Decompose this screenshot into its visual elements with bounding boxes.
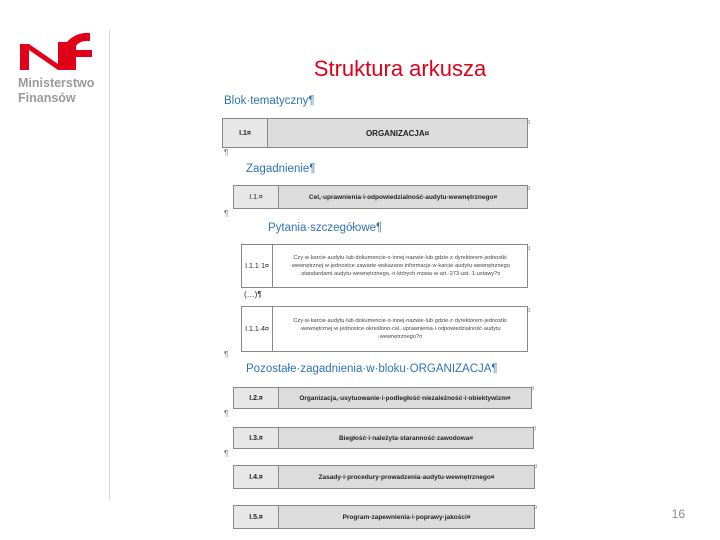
cell-mark: ¤ <box>527 308 531 314</box>
other-issue-code: I.5.¤ <box>234 506 279 528</box>
issue-row-code: I.1.¤ <box>234 186 279 208</box>
other-issue-label: Program·zapewnienia·i·poprawy·jakości¤ <box>342 513 471 521</box>
cell-mark: ¤ <box>534 464 538 470</box>
cell-mark: ¤ <box>527 120 531 126</box>
block-heading: Blok·tematyczny¶ <box>224 95 315 107</box>
pilcrow: ¶ <box>224 209 229 218</box>
issue-heading: Zagadnienie¶ <box>246 163 316 175</box>
other-issue-row <box>233 386 535 409</box>
cell-mark: ¤ <box>527 186 531 192</box>
question-row <box>241 306 531 352</box>
question-row-code: I.1.1·4¤ <box>242 307 273 351</box>
pilcrow: ¶ <box>224 449 229 458</box>
pilcrow: ¶ <box>224 148 229 157</box>
cell-mark: ¤ <box>533 426 537 432</box>
block-row-label: ORGANIZACJA¤ <box>365 128 430 138</box>
question-row-code: I.1.1·1¤ <box>242 245 273 287</box>
other-issue-code: I.3.¤ <box>234 428 279 448</box>
other-issue-row <box>233 464 538 489</box>
pilcrow: ¶ <box>224 350 229 359</box>
question-row-label: Czy·w·karcie·audytu·lub·dokumencie·o·innej·nazwie·lub·gdzie·z·dyrektorem·jednostki ·wewnętrznej·w·jednostce·określono·cel,·uprawnienia·i·odpowiedzialność·audytu ·wewnętrznego?¤ <box>293 318 507 340</box>
logo-line-2: Finansów <box>18 91 76 105</box>
pilcrow: ¶ <box>224 409 229 418</box>
issue-row-label: Cel,·uprawnienia·i·odpowiedzialność·audytu·wewnętrznego¤ <box>308 193 498 201</box>
question-row-label: Czy·w·karcie·audytu·lub·dokumencie·o·innej·nazwie·lub·gdzie·z·dyrektorem·jednostki ·wewnętrznej·w·jednostce·zawarte·wskazano·informacje·w·karcie·audytu·wewnętrznego ·standardami·audytu·wewnętrznego,·o·których·mowa·w·art.·273·ust.·1·ustawy?¤ <box>290 255 510 277</box>
other-issue-row <box>233 426 537 449</box>
block-row-code: I.1¤ <box>223 119 268 147</box>
other-issue-code: I.4.¤ <box>234 466 279 488</box>
issue-row <box>233 185 531 209</box>
cell-mark: ¤ <box>527 246 531 252</box>
logo-line-1: Ministerstwo <box>18 76 95 90</box>
question-row <box>241 244 531 288</box>
other-issue-label: Organizacja,·usytuowanie·i·podległość·niezależność·i·obiektywizm¤ <box>299 394 511 402</box>
other-issue-row <box>233 505 538 529</box>
ministry-logo <box>18 28 108 106</box>
cell-mark: ¤ <box>531 386 535 392</box>
ellipsis: (…)¶ <box>244 290 262 299</box>
cell-mark: ¤ <box>534 505 538 511</box>
other-issue-label: Zasady·i·procedury·prowadzenia·audytu·wewnętrznego¤ <box>318 473 495 481</box>
slide-title: Struktura arkusza <box>313 56 487 81</box>
other-issue-label: Biegłość·i·należyta·staranność·zawodowa¤ <box>338 434 473 442</box>
block-row <box>222 118 531 148</box>
divider-line <box>109 30 110 500</box>
page-number: 16 <box>671 507 685 521</box>
other-issue-code: I.2.¤ <box>234 388 279 408</box>
other-issues-heading: Pozostałe·zagadnienia·w·bloku·ORGANIZACJA¶ <box>246 363 498 375</box>
ministry-logo-mark-icon <box>18 28 106 72</box>
questions-heading: Pytania·szczegółowe¶ <box>268 222 383 234</box>
